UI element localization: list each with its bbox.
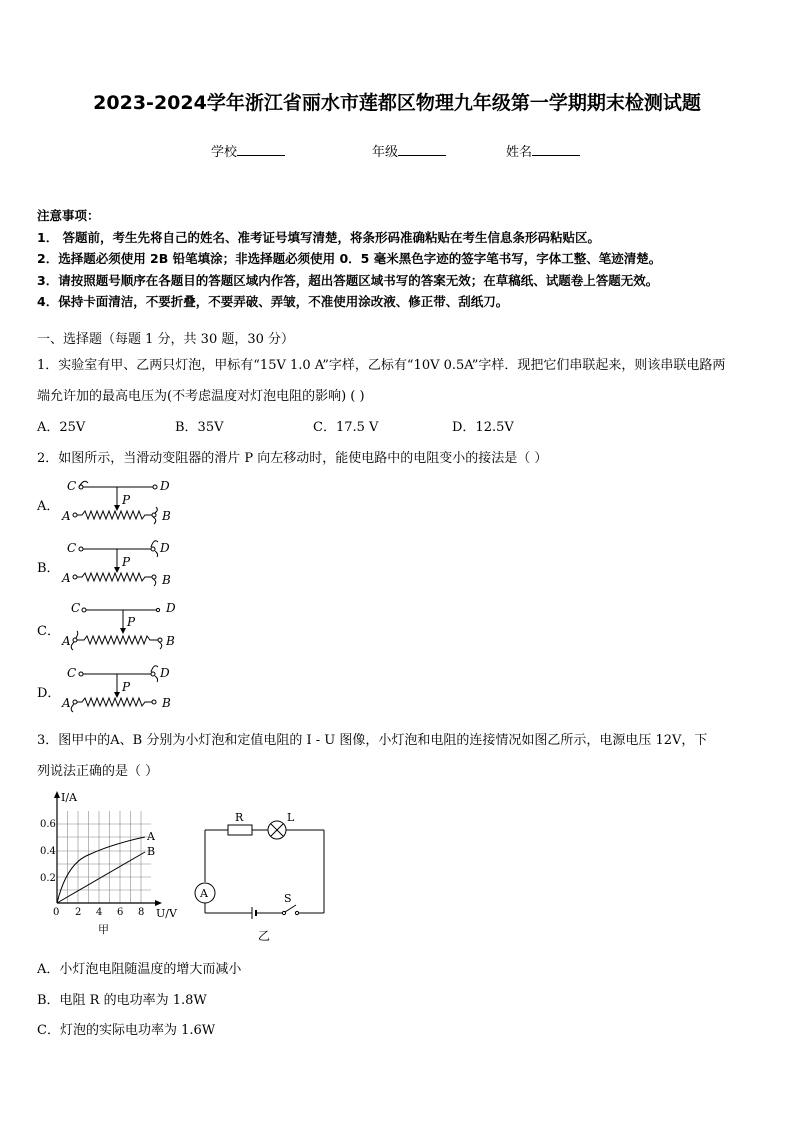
iu-graph	[36, 788, 186, 938]
q2-option-d[interactable]: D．	[37, 686, 61, 701]
page-title: 2023-2024学年浙江省丽水市莲都区物理九年级第一学期期末检测试题	[93, 92, 701, 114]
x-tick: 4	[96, 907, 103, 918]
curve-a-label: A	[147, 830, 155, 843]
terminal-d-label: D	[166, 601, 176, 615]
x-tick: 6	[117, 907, 124, 918]
note-item: 1． 答题前，考生先将自己的姓名、准考证号填写清楚，将条形码准确粘贴在考生信息条形码粘贴区。	[37, 229, 601, 245]
q1-stem-line2: 端允许加的最高电压为(不考虑温度对灯泡电阻的影响) ( )	[37, 389, 365, 404]
terminal-d-label: D	[160, 541, 170, 555]
q1-stem-line1: 1．实验室有甲、乙两只灯泡，甲标有“15V 1.0 A”字样，乙标有“10V 0.5A”字样．现把它们串联起来，则该串联电路两	[37, 358, 726, 373]
q1-option-b[interactable]: B．35V	[175, 420, 224, 435]
graph-ylabel: I/A	[61, 791, 77, 804]
x-tick: 2	[75, 907, 82, 918]
terminal-a-label: A	[62, 509, 71, 523]
rheostat-diagram-b	[60, 536, 180, 588]
rheostat-diagram-c	[60, 598, 180, 652]
q3-option-b[interactable]: B．电阻 R 的电功率为 1.8W	[37, 993, 207, 1008]
ammeter-label: A	[200, 887, 208, 900]
switch-label: S	[284, 892, 292, 905]
name-field[interactable]	[506, 141, 580, 160]
x-tick: 8	[138, 907, 145, 918]
q3-stem-line2: 列说法正确的是（ ）	[37, 764, 159, 779]
terminal-c-label: C	[67, 479, 77, 493]
curve-a	[57, 837, 145, 903]
q3-option-c[interactable]: C．灯泡的实际电功率为 1.6W	[37, 1023, 216, 1038]
curve-b-label: B	[147, 845, 156, 858]
y-tick: 0.4	[40, 846, 56, 857]
graph-xlabel: U/V	[156, 907, 177, 920]
q2-option-b[interactable]: B．	[37, 561, 60, 576]
circuit-caption: 乙	[258, 929, 271, 943]
terminal-c-label: C	[67, 541, 77, 555]
terminal-c-label: C	[67, 666, 77, 680]
notes	[37, 205, 661, 313]
school-label: 学校	[211, 145, 238, 160]
note-item: 2．选择题必须使用 2B 铅笔填涂；非选择题必须使用 0．5 毫米黑色字迹的签字笔书写，字体工整、笔迹清楚。	[37, 251, 662, 266]
y-tick: 0.2	[40, 873, 56, 884]
slider-p-label: P	[122, 555, 131, 569]
slider-p-label: P	[127, 615, 136, 629]
note-item: 4．保持卡面清洁，不要折叠，不要弄破、弄皱，不准使用涂改液、修正带、刮纸刀。	[37, 294, 509, 309]
circuit-diagram	[190, 806, 335, 946]
lamp-label: L	[287, 811, 295, 824]
switch-icon	[285, 905, 296, 912]
q2-option-a[interactable]: A．	[37, 499, 60, 514]
q3-option-a[interactable]: A．小灯泡电阻随温度的增大而减小	[37, 962, 242, 977]
graph-caption: 甲	[98, 923, 109, 936]
terminal-c-label: C	[71, 601, 81, 615]
terminal-b-label: B	[162, 573, 171, 587]
q1-option-a[interactable]: A．25V	[37, 420, 86, 435]
grade-field[interactable]	[372, 141, 446, 160]
x-tick: 0	[53, 907, 60, 918]
y-tick: 0.6	[40, 819, 56, 830]
school-field[interactable]	[211, 141, 285, 160]
terminal-b-label: B	[162, 509, 171, 523]
terminal-b-label: B	[166, 634, 175, 648]
resistor-r	[228, 825, 252, 835]
note-item: 3．请按照题号顺序在各题目的答题区域内作答，超出答题区域书写的答案无效；在草稿纸、试题卷上答题无效。	[37, 272, 659, 288]
rheostat-diagram-a	[60, 474, 180, 526]
grade-label: 年级	[372, 145, 399, 160]
q1-option-d[interactable]: D．12.5V	[452, 420, 514, 435]
slider-p-label: P	[122, 680, 131, 694]
terminal-a-label: A	[62, 571, 71, 585]
line-b	[57, 852, 145, 903]
notes-heading: 注意事项：	[37, 208, 100, 223]
q2-option-c[interactable]: C．	[37, 624, 60, 639]
resistor-label: R	[235, 811, 244, 824]
rheostat-diagram-d	[60, 661, 180, 713]
q3-stem-line1: 3．图甲中的A、B 分别为小灯泡和定值电阻的 I - U 图像，小灯泡和电阻的连接情况如图乙所示，电源电压 12V，下	[37, 733, 708, 748]
name-label: 姓名	[506, 145, 533, 160]
terminal-a-label: A	[62, 696, 71, 710]
terminal-d-label: D	[160, 666, 170, 680]
terminal-a-label: A	[62, 634, 71, 648]
terminal-d-label: D	[160, 479, 170, 493]
section-heading: 一、选择题（每题 1 分，共 30 题，30 分）	[37, 332, 295, 347]
q1-option-c[interactable]: C．17.5 V	[313, 420, 379, 435]
slider-p-label: P	[122, 493, 131, 507]
q2-stem: 2．如图所示，当滑动变阻器的滑片 P 向左移动时，能使电路中的电阻变小的接法是（ ）	[37, 451, 548, 466]
terminal-b-label: B	[162, 696, 171, 710]
